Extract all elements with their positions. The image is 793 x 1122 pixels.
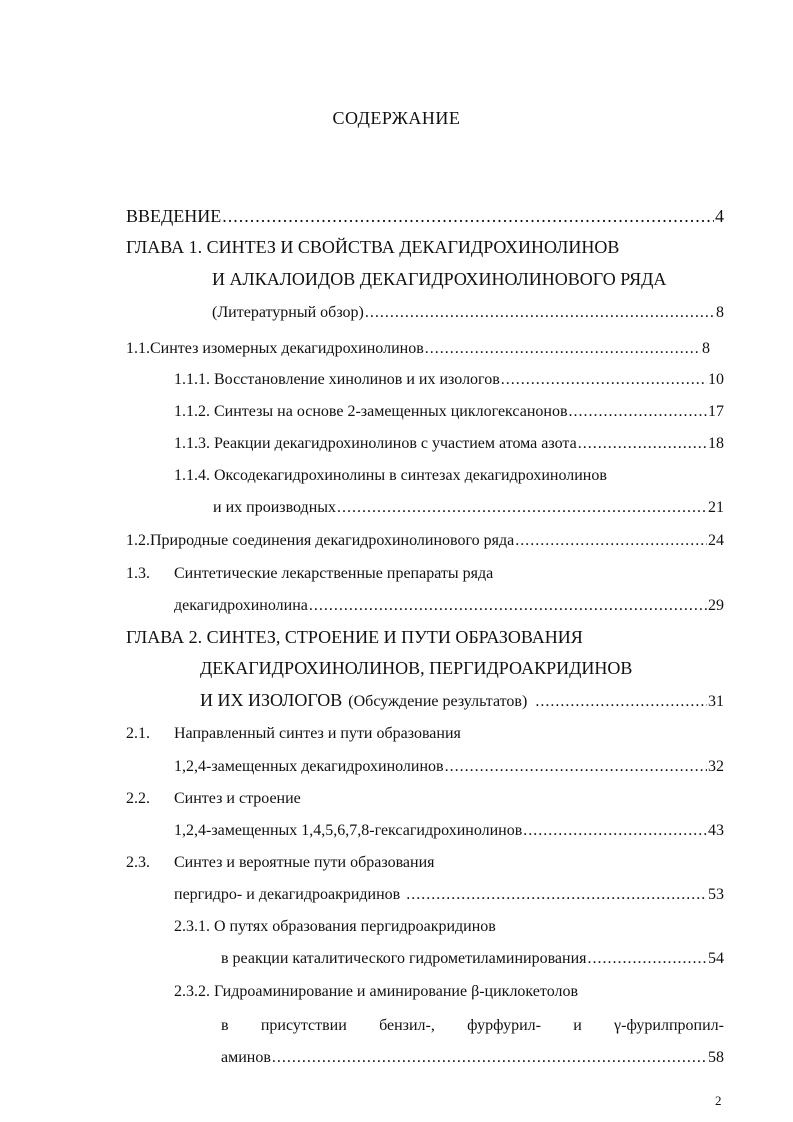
toc-leader-dots xyxy=(501,370,707,390)
toc-leader-dots xyxy=(578,434,707,454)
toc-page-number: 4 xyxy=(715,206,724,226)
toc-section-number: 2.2. xyxy=(126,790,150,807)
toc-section-number: 2.3. xyxy=(126,854,150,871)
toc-leader-dots xyxy=(515,531,707,551)
toc-section-number: 2.1. xyxy=(126,725,150,742)
toc-page-number: 8 xyxy=(716,304,724,321)
toc-leader-dots xyxy=(406,885,707,905)
toc-page-number: 31 xyxy=(708,693,724,710)
toc-page-number: 32 xyxy=(708,758,724,775)
toc-chapter-1-line3[interactable]: (Литературный обзор) ..... 8 xyxy=(212,303,724,323)
page-number: 2 xyxy=(715,1093,722,1108)
toc-leader-dots xyxy=(445,757,707,777)
toc-page-number: 21 xyxy=(708,499,724,516)
toc-subsection-1-1-1[interactable]: 1.1.1. Восстановление хинолинов и их изологов ..... 10 xyxy=(174,370,724,390)
toc-section-2-2-line2[interactable]: 1,2,4-замещенных 1,4,5,6,7,8-гексагидрохинолинов ..... 43 xyxy=(174,821,724,841)
toc-page-number: 18 xyxy=(708,435,724,452)
toc-section-2-3-line2[interactable]: пергидро- и декагидроакридинов ..... 53 xyxy=(174,885,724,905)
toc-section-number: 1.3. xyxy=(126,565,150,582)
toc-subsection-2-3-1-line2[interactable]: в реакции каталитического гидрометиламинирования ..... 54 xyxy=(221,949,724,969)
toc-leader-dots xyxy=(535,692,707,712)
toc-page-number: 10 xyxy=(708,371,724,388)
toc-leader-dots xyxy=(425,339,701,359)
toc-leader-dots xyxy=(523,821,707,841)
toc-section-1-3-line2[interactable]: декагидрохинолина ..... 29 xyxy=(174,596,724,616)
toc-page-number: 54 xyxy=(708,950,724,967)
toc-page-number: 58 xyxy=(708,1049,724,1066)
toc-section-1-1[interactable]: 1.1. Синтез изомерных декагидрохинолинов ..... 8 xyxy=(126,339,710,359)
toc-subsection-2-3-2-line3[interactable]: аминов ..... 58 xyxy=(221,1048,724,1068)
toc-subsection-1-1-2[interactable]: 1.1.2. Синтезы на основе 2-замещенных циклогексанонов ..... 17 xyxy=(174,402,724,422)
toc-entry-text: ВВЕДЕНИЕ xyxy=(126,206,222,226)
toc-page-number: 29 xyxy=(708,597,724,614)
toc-section-2-2-line1[interactable]: 2.2. Синтез и строение xyxy=(126,790,301,807)
toc-section-1-2[interactable]: 1.2. Природные соединения декагидрохинолинового ряда ..... 24 xyxy=(126,531,724,551)
toc-subsection-2-3-1-line1[interactable]: 2.3.1. О путях образования пергидроакридинов xyxy=(174,918,496,935)
toc-chapter-1-line1[interactable]: ГЛАВА 1. СИНТЕЗ И СВОЙСТВА ДЕКАГИДРОХИНОЛИНОВ xyxy=(126,237,620,257)
toc-page-number: 24 xyxy=(708,532,724,549)
toc-section-2-3-line1[interactable]: 2.3. Синтез и вероятные пути образования xyxy=(126,854,435,871)
toc-entry-intro[interactable] xyxy=(126,206,724,226)
toc-section-number: 1.2. xyxy=(126,532,150,549)
toc-section-2-1-line1[interactable]: 2.1. Направленный синтез и пути образования xyxy=(126,725,461,742)
toc-leader-dots xyxy=(222,206,714,226)
toc-leader-dots xyxy=(309,596,707,616)
toc-subsection-1-1-3[interactable]: 1.1.3. Реакции декагидрохинолинов с участием атома азота ..... 18 xyxy=(174,434,724,454)
toc-page-number: 8 xyxy=(702,340,710,357)
toc-page-number: 53 xyxy=(708,886,724,903)
toc-page-number: 43 xyxy=(708,822,724,839)
toc-leader-dots xyxy=(365,303,715,323)
toc-section-1-3-line1[interactable]: 1.3. Синтетические лекарственные препараты ряда xyxy=(126,565,494,582)
toc-subsection-2-3-2-line1[interactable]: 2.3.2. Гидроаминирование и аминирование β-циклокетолов xyxy=(174,983,579,1000)
toc-chapter-2-line1[interactable]: ГЛАВА 2. СИНТЕЗ, СТРОЕНИЕ И ПУТИ ОБРАЗОВАНИЯ xyxy=(126,627,583,647)
toc-subsection-2-3-2-line2[interactable]: в присутствии бензил-, фурфурил- и γ-фурилпропил- xyxy=(221,1017,724,1034)
toc-chapter-1-line2[interactable]: И АЛКАЛОИДОВ ДЕКАГИДРОХИНОЛИНОВОГО РЯДА xyxy=(212,269,667,289)
toc-leader-dots xyxy=(569,402,707,422)
toc-leader-dots xyxy=(337,498,707,518)
toc-subsection-1-1-4-line1[interactable]: 1.1.4. Оксодекагидрохинолины в синтезах декагидрохинолинов xyxy=(174,467,607,484)
page-title: СОДЕРЖАНИЕ xyxy=(332,108,461,128)
toc-chapter-2-line2[interactable]: ДЕКАГИДРОХИНОЛИНОВ, ПЕРГИДРОАКРИДИНОВ xyxy=(200,658,633,678)
toc-chapter-2-line3[interactable]: И ИХ ИЗОЛОГОВ (Обсуждение результатов) ..... 31 xyxy=(200,690,724,712)
toc-leader-dots xyxy=(588,949,707,969)
toc-section-number: 1.1. xyxy=(126,340,150,357)
toc-section-2-1-line2[interactable]: 1,2,4-замещенных декагидрохинолинов ..... 32 xyxy=(174,757,724,777)
toc-subsection-1-1-4-line2[interactable]: и их производных ..... 21 xyxy=(213,498,724,518)
toc-leader-dots xyxy=(272,1048,707,1068)
toc-page-number: 17 xyxy=(708,403,724,420)
